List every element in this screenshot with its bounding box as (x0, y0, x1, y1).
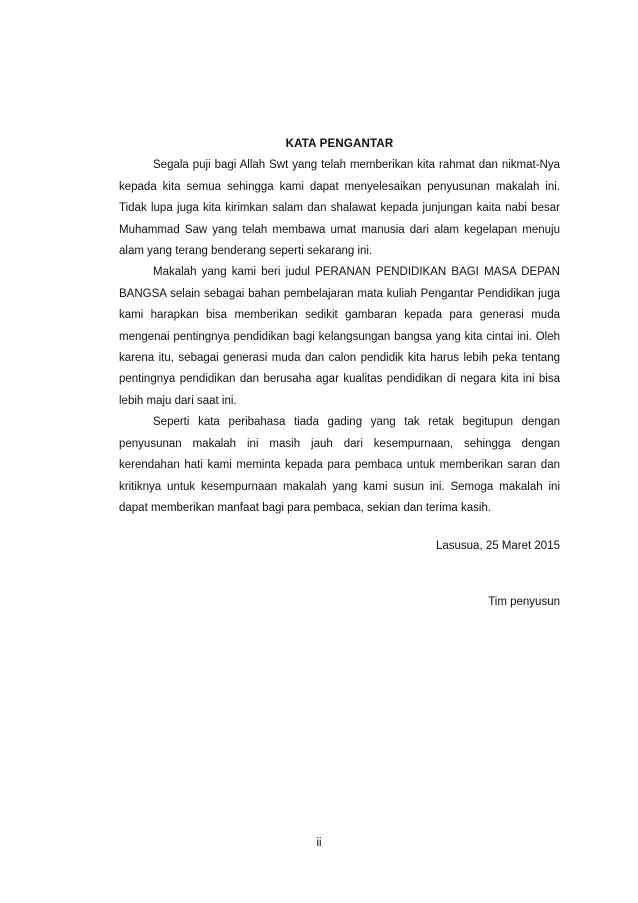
paragraph-3: Seperti kata peribahasa tiada gading yang tak retak begitupun dengan penyusunan makalah ini masih jauh dari kesempurnaan, sehingga dengan kerendahan hati kami meminta kepada para pembaca untuk memberikan saran dan kritiknya untuk kesempurnaan makalah yang kami susun ini. Semoga makalah ini dapat memberikan manfaat bagi para pembaca, sekian dan terima kasih. (119, 416, 560, 514)
paragraph-2: Makalah yang kami beri judul PERANAN PENDIDIKAN BAGI MASA DEPAN BANGSA selain sebagai bahan pembelajaran mata kuliah Pengantar Pendidikan juga kami harapkan bisa memberikan sedikit gambaran kepada para generasi muda mengenai pentingnya pendidikan bagi kelangsungan bangsa yang kita cintai ini. Oleh karena itu, sebagai generasi muda dan calon pendidik kita harus lebih peka tentang pentingnya pendidikan dan berusaha agar kualitas pendidikan di negara kita ini bisa lebih maju dari saat ini. (119, 266, 560, 407)
page-content (119, 134, 560, 613)
page-title: KATA PENGANTAR (285, 138, 394, 150)
paragraph-1: Segala puji bagi Allah Swt yang telah memberikan kita rahmat dan nikmat-Nya kepada kita semua sehingga kami dapat menyelesaikan penyusunan makalah ini. Tidak lupa juga kita kirimkan salam dan shalawat kepada junjungan kaita nabi besar Muhammad Saw yang telah membawa umat manusia dari alam kegelapan menuju alam yang terang benderang seperti sekarang ini. (119, 159, 560, 258)
place-date: Lasusua, 25 Maret 2015 (435, 540, 560, 553)
signature: Tim penyusun (488, 595, 560, 608)
page-number: ii (316, 837, 322, 849)
